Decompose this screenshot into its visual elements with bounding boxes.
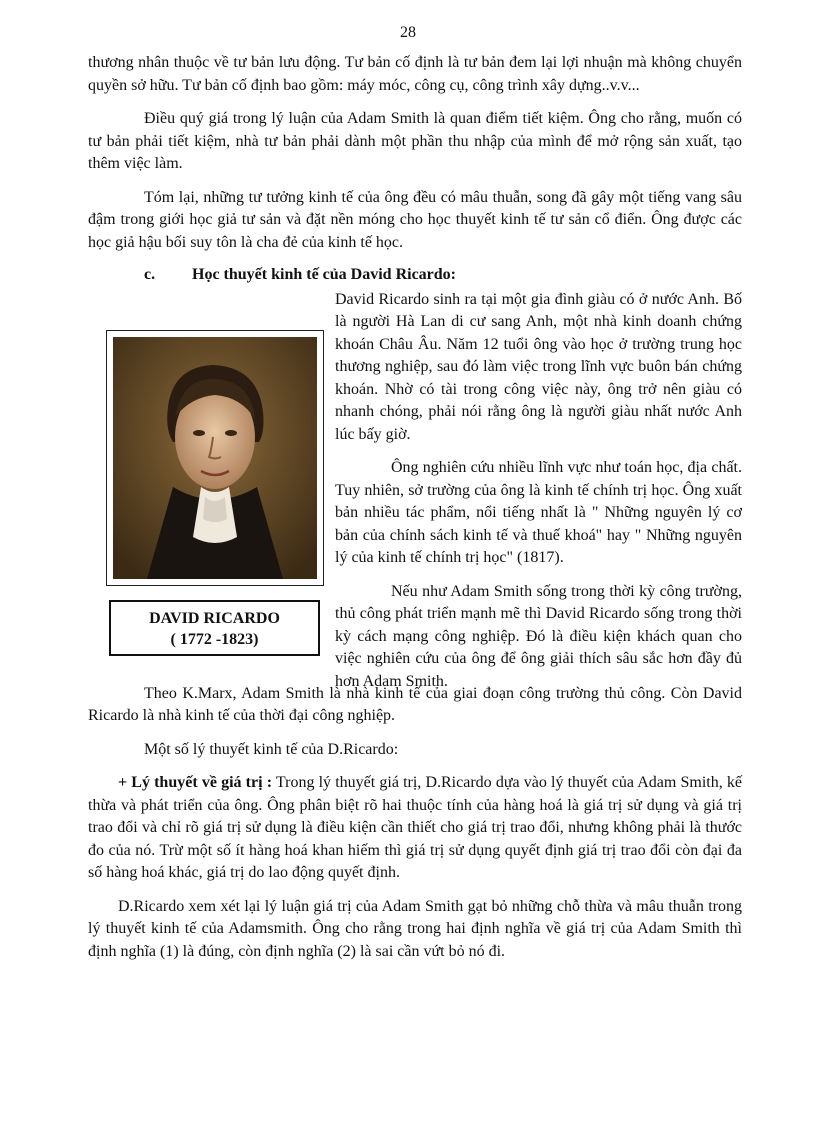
paragraph-value-review: D.Ricardo xem xét lại lý luận giá trị của Adam Smith gạt bỏ những chỗ thừa và mâu thuẫn trong lý thuyết kinh tế của Adamsmith. Ông cho rằng trong hai định nghĩa về giá trị của Adam Smith thì định nghĩa (1) là đúng, còn định nghĩa (2) là sai cần vứt bỏ nó đi. (88, 897, 742, 960)
section-heading (88, 264, 742, 287)
caption-years: ( 1772 -1823) (170, 630, 259, 648)
caption-name: DAVID RICARDO (149, 609, 280, 627)
paragraph-research: Ông nghiên cứu nhiều lĩnh vực như toán học, địa chất. Tuy nhiên, sở trường của ông là kinh tế chính trị học. Ông xuất bản nhiều tác phẩm, nổi tiếng nhất là " Những nguyên lý cơ bản của chính sách kinh tế và thuế khoá" hay " Những nguyên lý của kinh tế chính trị học" (1817). (335, 459, 742, 566)
david-ricardo-portrait (113, 337, 317, 579)
portrait-frame (106, 330, 324, 586)
biography-text (335, 289, 742, 694)
value-theory-label: + Lý thuyết về giá trị : (118, 774, 273, 791)
value-theory-text: Trong lý thuyết giá trị, D.Ricardo dựa vào lý thuyết của Adam Smith, kế thừa và phát triển của ông. Ông phân biệt rõ hai thuộc tính của hàng hoá là giá trị sử dụng và giá trị trao đổi và chỉ rõ giá trị sử dụng là điều kiện cần thiết cho giá trị trao đổi, nhưng không phải là thước đo của nó. Trừ một số ít hàng hoá khan hiếm thì giá trị sử dụng quyết định giá trị trao đổi còn đại đa số hàng hoá khác, giá trị do lao động quyết định. (88, 774, 742, 881)
paragraph-theories-intro: Một số lý thuyết kinh tế của D.Ricardo: (144, 740, 399, 758)
paragraph-fixed-capital: thương nhân thuộc về tư bản lưu động. Tư bản cố định là tư bản đem lại lợi nhuận mà không chuyển quyền sở hữu. Tư bản cố định bao gồm: máy móc, công cụ, công trình xây dựng..v.v... (88, 54, 742, 94)
section-title: Học thuyết kinh tế của David Ricardo: (192, 266, 456, 283)
paragraph-summary: Tóm lại, những tư tưởng kinh tế của ông đều có mâu thuẫn, song đã gây một tiếng vang sâu đậm trong giới học giả tư sản và đặt nền móng cho học thuyết kinh tế tư sản cổ điển. Ông được các học giả hậu bối suy tôn là cha đẻ của kinh tế học. (88, 188, 742, 251)
document-body (88, 52, 742, 963)
paragraph-marx-view: Theo K.Marx, Adam Smith là nhà kinh tế của giai đoạn công trường thủ công. Còn David Ricardo là nhà kinh tế của thời đại công nghiệp. (88, 684, 742, 724)
paragraph-value-theory (88, 772, 742, 885)
paragraph-biography: David Ricardo sinh ra tại một gia đình giàu có ở nước Anh. Bố là người Hà Lan di cư sang Anh, một nhà kinh doanh chứng khoán Châu Âu. Năm 12 tuổi ông vào học ở trường trung học thương nghiệp, sau đó làm việc trong lĩnh vực buôn bán chứng khoán. Nhờ có tài trong công việc này, ông trở nên giàu có nhanh chóng, phải nói rằng ông là người giàu nhất nước Anh lúc bấy giờ. (335, 290, 742, 443)
ricardo-figure-block (88, 289, 742, 690)
paragraph-savings: Điều quý giá trong lý luận của Adam Smith là quan điểm tiết kiệm. Ông cho rằng, muốn có tư bản phải tiết kiệm, nhà tư bản phải dành một phần thu nhập của mình để mở rộng sản xuất, tạo thêm việc làm. (88, 110, 742, 172)
portrait-caption (109, 600, 320, 656)
section-letter: c. (144, 266, 156, 283)
page-number: 28 (400, 24, 416, 41)
paragraph-industrial-era: Nếu như Adam Smith sống trong thời kỳ công trường, thủ công phát triển mạnh mẽ thì David Ricardo sống trong thời kỳ cách mạng công nghiệp. Đó là điều kiện khách quan cho việc nghiên cứu của ông để ông giải thích sâu sắc hơn đầy đủ hơn Adam Smith. (335, 582, 742, 690)
